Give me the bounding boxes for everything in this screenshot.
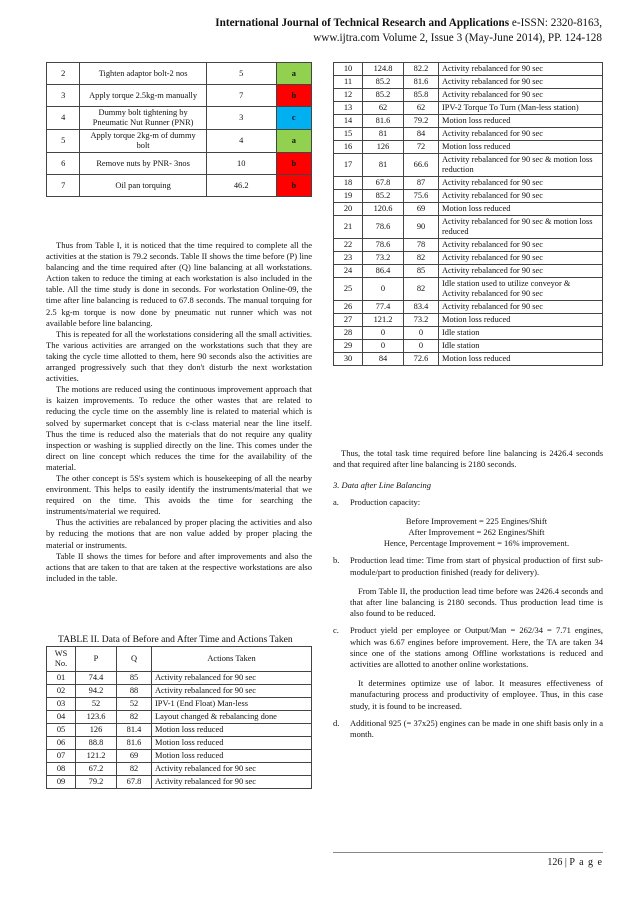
cell-q: 81.6 [404,76,439,89]
cell-q: 85 [404,265,439,278]
table2-continuation [333,62,603,366]
cell-q: 67.8 [117,776,152,789]
cell-p: 78.6 [363,239,404,252]
cell-p: 123.6 [76,711,117,724]
cell-action: Activity rebalanced for 90 sec [439,76,603,89]
table2 [46,646,312,789]
cell-ws: 24 [334,265,363,278]
cell-action: Motion loss reduced [152,750,312,763]
table-row [334,314,603,327]
cell-action: Activity rebalanced for 90 sec [439,301,603,314]
journal-volume: www.ijtra.com Volume 2, Issue 3 (May-June 2014), PP. 124-128 [313,31,602,44]
table-row [334,239,603,252]
cell-p: 77.4 [363,301,404,314]
table-row [334,353,603,366]
cell-q: 82 [404,252,439,265]
cell-p: 120.6 [363,203,404,216]
list-item-c: c. Product yield per employee or Output/Man = 262/34 = 7.71 engines, which was 6.67 engines before improvement. Here, the TA are taken 34 since one of the stations among Offline workstations is reduced and activities are allotted to another online workstations. It determines optimize use of labor. It measures effectiveness of manufacturing process and productivity of employee. Thus, in this case study, it is found to be increased. [333,625,603,711]
paragraph: The other concept is 5S's system which is housekeeping of all the nearby environment. This helps to easily identify the instruments/material that we required on the time. This avoids the time for searching the instruments/material we required. [46,472,312,517]
cell-q: 85 [117,672,152,685]
cell-p: 67.2 [76,763,117,776]
cell-no: 4 [47,107,80,130]
cell-p: 73.2 [363,252,404,265]
cell-q: 82 [117,711,152,724]
paragraph: The motions are reduced using the continuous improvement approach that is kaizen improvements. To reduce the other wastes that are related to reducing the cycle time on the assembly line is related to material which is solved by supermarket concept that is c-class material near the line itself. Thus the time is reduced also the materials that do not require any quality inspection or washing is supplied directly on the line. This comes under the direct on line concept which reduces the time for the availability of the material. [46,384,312,472]
cell-p: 0 [363,278,404,301]
cell-ws: 08 [47,763,76,776]
table-row [47,737,312,750]
cell-q: 69 [404,203,439,216]
cell-time: 7 [206,85,276,107]
cell-q: 78 [404,239,439,252]
cell-ws: 22 [334,239,363,252]
paragraph: Thus, the total task time required before line balancing is 2426.4 seconds and that required after line balancing is 2180 seconds. [333,448,603,470]
cell-q: 0 [404,327,439,340]
cell-p: 78.6 [363,216,404,239]
cell-code: b [276,85,311,107]
cell-activity: Oil pan torquing [80,175,206,197]
cell-action: Activity rebalanced for 90 sec [439,128,603,141]
cell-ws: 10 [334,63,363,76]
cell-p: 86.4 [363,265,404,278]
cell-ws: 02 [47,685,76,698]
cell-ws: 26 [334,301,363,314]
cell-time: 5 [206,63,276,85]
cell-ws: 27 [334,314,363,327]
cell-q: 72.6 [404,353,439,366]
table-row [47,711,312,724]
cell-ws: 30 [334,353,363,366]
cell-action: Motion loss reduced [439,353,603,366]
cell-p: 85.2 [363,76,404,89]
cell-action: IPV-2 Torque To Turn (Man-less station) [439,102,603,115]
table-row [334,301,603,314]
cell-q: 87 [404,177,439,190]
cell-q: 85.8 [404,89,439,102]
cell-ws: 23 [334,252,363,265]
cell-p: 124.8 [363,63,404,76]
cell-p: 81.6 [363,115,404,128]
table-row [334,252,603,265]
table-row [334,63,603,76]
cell-action: Motion loss reduced [152,737,312,750]
cell-ws: 06 [47,737,76,750]
cell-time: 46.2 [206,175,276,197]
cell-q: 83.4 [404,301,439,314]
table-row [334,128,603,141]
cell-ws: 15 [334,128,363,141]
cell-ws: 25 [334,278,363,301]
page-footer: 126 | P a g e [333,852,603,868]
cell-ws: 28 [334,327,363,340]
cell-no: 3 [47,85,80,107]
cell-ws: 05 [47,724,76,737]
cell-q: 81.6 [117,737,152,750]
cell-ws: 07 [47,750,76,763]
left-body-text [46,240,312,584]
table-row [334,76,603,89]
table-row [47,724,312,737]
cell-ws: 12 [334,89,363,102]
cell-action: Activity rebalanced for 90 sec [439,252,603,265]
cell-action: Motion loss reduced [439,314,603,327]
cell-p: 0 [363,340,404,353]
cell-activity: Tighten adaptor bolt-2 nos [80,63,206,85]
table-row [334,265,603,278]
right-body-text [333,448,603,746]
cell-q: 90 [404,216,439,239]
cell-p: 81 [363,128,404,141]
page-label: P a g e [569,857,603,868]
cell-time: 10 [206,153,276,175]
cell-action: Activity rebalanced for 90 sec [439,239,603,252]
table-row [47,776,312,789]
cell-no: 6 [47,153,80,175]
cell-activity: Apply torque 2.5kg-m manually [80,85,206,107]
cell-ws: 16 [334,141,363,154]
table-row [47,175,312,197]
cell-action: Activity rebalanced for 90 sec & motion loss reduced [439,216,603,239]
cell-q: 82 [117,763,152,776]
cell-q: 84 [404,128,439,141]
cell-ws: 17 [334,154,363,177]
cell-action: Activity rebalanced for 90 sec & motion loss reduction [439,154,603,177]
cell-q: 66.6 [404,154,439,177]
cell-action: Idle station [439,327,603,340]
cell-p: 88.8 [76,737,117,750]
cell-p: 94.2 [76,685,117,698]
table-row [47,750,312,763]
table-row [47,153,312,175]
header-actions: Actions Taken [152,647,312,672]
table-header-row [47,647,312,672]
table-row [47,685,312,698]
cell-p: 79.2 [76,776,117,789]
cell-action: Idle station used to utilize conveyor & Activity rebalanced for 90 sec [439,278,603,301]
table-row [47,63,312,85]
table-row [47,107,312,130]
table-row [334,154,603,177]
cell-code: a [276,63,311,85]
cell-p: 62 [363,102,404,115]
cell-p: 121.2 [363,314,404,327]
paragraph: Table II shows the times for before and after improvements and also the actions that are taken to that are taken at the respective workstations are also included in the table. [46,550,312,583]
cell-q: 52 [117,698,152,711]
cell-ws: 01 [47,672,76,685]
cell-ws: 29 [334,340,363,353]
journal-issn: e-ISSN: 2320-8163, [509,17,602,29]
cell-action: Activity rebalanced for 90 sec [152,763,312,776]
table-row [334,203,603,216]
cell-p: 0 [363,327,404,340]
cell-time: 4 [206,130,276,153]
cell-ws: 09 [47,776,76,789]
table-row [334,177,603,190]
cell-action: Activity rebalanced for 90 sec [439,265,603,278]
table-row [334,216,603,239]
cell-action: Activity rebalanced for 90 sec [152,685,312,698]
cell-action: Activity rebalanced for 90 sec [439,190,603,203]
table-row [334,141,603,154]
cell-p: 67.8 [363,177,404,190]
cell-p: 74.4 [76,672,117,685]
cell-action: Activity rebalanced for 90 sec [152,776,312,789]
table-row [334,190,603,203]
table-row [334,115,603,128]
cell-p: 85.2 [363,89,404,102]
cell-q: 69 [117,750,152,763]
cell-ws: 03 [47,698,76,711]
cell-action: IPV-1 (End Float) Man-less [152,698,312,711]
cell-ws: 19 [334,190,363,203]
cell-ws: 18 [334,177,363,190]
cell-p: 84 [363,353,404,366]
cell-q: 72 [404,141,439,154]
cell-code: a [276,130,311,153]
table-row [47,130,312,153]
paragraph: Thus from Table I, it is noticed that the time required to complete all the activities at the station is 79.2 seconds. Table II shows the time before (P) line balancing and the time required after (Q) line balancing at all workstations. Action taken to reduce the timing at each workstation is also included in the table. All the time study is done in seconds. For workstation Online-09, the time after line balancing is reduced to 67.8 seconds. The manual torquing for 2.5 kg-m torque is now done by pneumatic nut runner which was not available before line balancing. [46,240,312,328]
cell-ws: 21 [334,216,363,239]
header-q: Q [117,647,152,672]
journal-title: International Journal of Technical Research and Applications [215,17,510,29]
page-number: 126 [547,857,563,868]
cell-ws: 11 [334,76,363,89]
cell-p: 85.2 [363,190,404,203]
cell-action: Motion loss reduced [439,141,603,154]
cell-code: b [276,175,311,197]
cell-action: Motion loss reduced [152,724,312,737]
cell-q: 82.2 [404,63,439,76]
cell-action: Layout changed & rebalancing done [152,711,312,724]
cell-action: Motion loss reduced [439,203,603,216]
table-row [47,85,312,107]
list-item-d: d. Additional 925 (= 37x25) engines can be made in one shift basis only in a month. [333,717,603,740]
cell-q: 88 [117,685,152,698]
cell-q: 75.6 [404,190,439,203]
cell-q: 62 [404,102,439,115]
cell-activity: Apply torque 2kg-m of dummy bolt [80,130,206,153]
paragraph: Thus the activities are rebalanced by proper placing the activities and also by reducing the motions that are non value added by proper placing the material or instruments. [46,517,312,550]
table-row [334,102,603,115]
list-item-a: a. Production capacity: Before Improvement = 225 Engines/Shift After Improvement = 262 Engines/Shift Hence, Percentage Improvement = 16% improvement. [333,496,570,549]
cell-q: 73.2 [404,314,439,327]
paragraph: This is repeated for all the workstations considering all the small activities. The various activities are arranged on the workstations such that they are taking the cycle time allotted to them, here 90 seconds also the activities are arranged progressively such that they don't disturb the next workstation activities. [46,328,312,384]
table-row [334,89,603,102]
cell-code: b [276,153,311,175]
cell-q: 79.2 [404,115,439,128]
cell-p: 126 [76,724,117,737]
list-item-b: b. Production lead time: Time from start of physical production of first sub-module/part to production finished (ready for delivery). From Table II, the production lead time before was 2426.4 seconds and that after line balancing is 2180 seconds. Thus production lead time is also found to be reduced. [333,555,603,619]
cell-ws: 14 [334,115,363,128]
cell-no: 2 [47,63,80,85]
table2-caption: TABLE II. Data of Before and After Time and Actions Taken [58,634,293,645]
cell-activity: Remove nuts by PNR- 3nos [80,153,206,175]
cell-p: 52 [76,698,117,711]
header-p: P [76,647,117,672]
cell-q: 81.4 [117,724,152,737]
cell-p: 126 [363,141,404,154]
cell-action: Idle station [439,340,603,353]
table-row [334,340,603,353]
cell-p: 121.2 [76,750,117,763]
cell-action: Activity rebalanced for 90 sec [439,89,603,102]
cell-no: 5 [47,130,80,153]
cell-ws: 20 [334,203,363,216]
cell-action: Activity rebalanced for 90 sec [152,672,312,685]
cell-q: 0 [404,340,439,353]
table1-continuation [46,62,312,197]
table-row [334,327,603,340]
cell-activity: Dummy bolt tightening by Pneumatic Nut Runner (PNR) [80,107,206,130]
cell-ws: 04 [47,711,76,724]
cell-time: 3 [206,107,276,130]
cell-action: Activity rebalanced for 90 sec [439,63,603,76]
cell-action: Motion loss reduced [439,115,603,128]
journal-header [42,16,602,45]
table-row [47,763,312,776]
table-row [47,672,312,685]
section-heading: 3. Data after Line Balancing [333,480,431,491]
cell-p: 81 [363,154,404,177]
table-row [334,278,603,301]
cell-code: c [276,107,311,130]
header-ws: WS No. [47,647,76,672]
cell-q: 82 [404,278,439,301]
cell-action: Activity rebalanced for 90 sec [439,177,603,190]
cell-ws: 13 [334,102,363,115]
table-row [47,698,312,711]
cell-no: 7 [47,175,80,197]
